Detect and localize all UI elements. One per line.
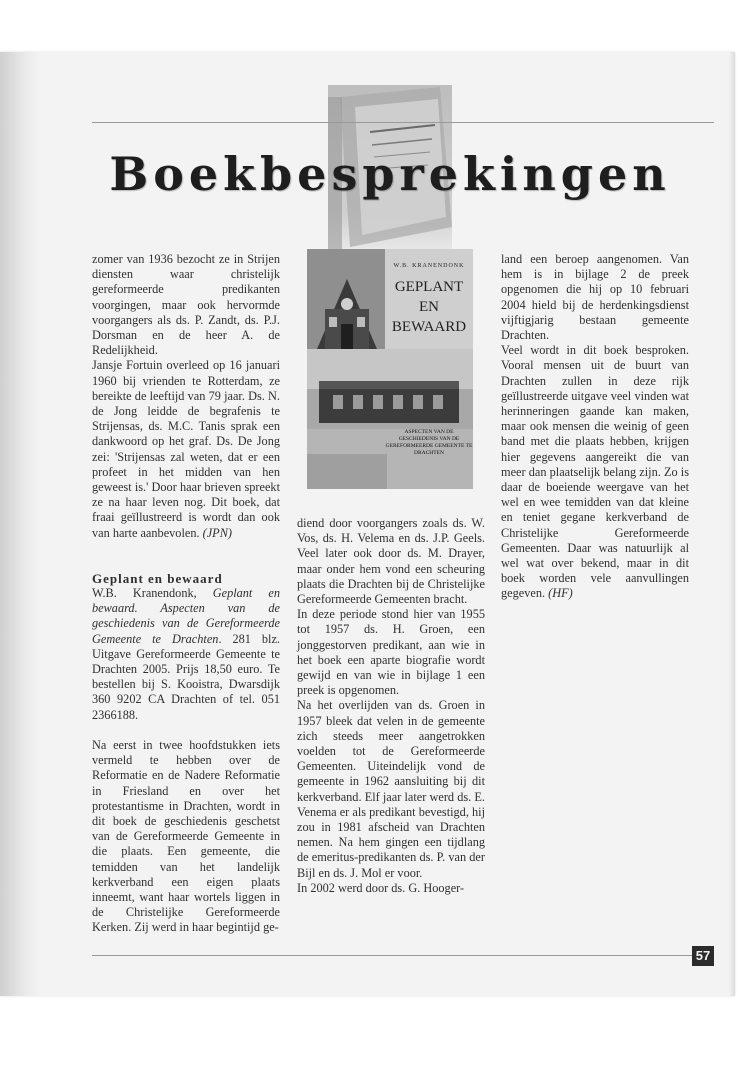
book-reference <box>92 586 280 723</box>
paragraph <box>501 343 689 601</box>
paragraph: In deze periode stond hier van 1955 tot 1957 ds. H. Groen, een jonggestorven predikant, aan wie in het boek een aparte biografie wordt gewijd en van wie in bijlage 1 een preek is opgenomen. <box>297 607 485 698</box>
column-3 <box>501 252 689 602</box>
cover-title-box <box>385 249 473 349</box>
bottom-rule <box>92 955 692 956</box>
column-1 <box>92 252 280 936</box>
cover-title: GEPLANT EN BEWAARD <box>391 279 467 335</box>
ref-author: W.B. Kranendonk, <box>92 586 213 601</box>
signature: (HF) <box>548 586 573 601</box>
paragraph: Na eerst in twee hoofdstukken iets vermeld te hebben over de Reformatie en de Nadere Reformatie in Friesland en over het protestantisme in Drachten, wordt in dit boek de geschiedenis geschetst van de Gereformeerde Gemeente in die plaats. Een gemeente, die temidden van het landelijk kerkverband een eigen plaats inneemt, want haar wortels liggen in de Christelijke Gereformeerde Kerken. Zij werd in haar begintijd ge- <box>92 737 280 935</box>
cover-subtitle: ASPECTEN VAN DE GESCHIEDENIS VAN DE GEREFORMEERDE GEMEENTE TE DRACHTEN <box>385 429 473 456</box>
signature: (JPN) <box>202 525 232 540</box>
paragraph: land een beroep aangenomen. Van hem is in bijlage 2 de preek opgenomen die hij op 10 februari 2004 hield bij de herdenkingsdienst vijftigjarig bestaan gemeente Drachten. <box>501 252 689 343</box>
top-rule <box>92 122 714 123</box>
ref-title: Geplant en bewaard. Aspecten van de geschiedenis van de Gereformeerde Gemeente te Drachten <box>92 586 280 646</box>
spine-shadow <box>0 52 40 996</box>
paragraph-text: Jansje Fortuin overleed op 16 januari 1960 bij vrienden te Rotterdam, ze bereikte de leeftijd van 79 jaar. Ds. N. de Jong leidde de begrafenis te Strijensas, ds. M.C. Tanis sprak een dankwoord op het graf. Ds. De Jong zei: 'Strijensas zal weten, dat er een profeet in het midden van hen geweest is.' Door haar brieven spreekt ze na haar leven nog. Dit boek, dat fraai geïllustreerd is wordt dan ook van harte aanbevolen. <box>92 358 280 540</box>
paragraph: diend door voorgangers zoals ds. W. Vos, ds. H. Velema en ds. J.P. Geels. Veel later ook door ds. M. Drayer, maar onder hem vond een scheuring plaats die Drachten bij de Christelijke Gereformeerde Gemeenten bracht. <box>297 516 485 607</box>
cover-author: W.B. KRANENDONK <box>393 263 465 269</box>
paragraph: Na het overlijden van ds. Groen in 1957 bleek dat velen in de gemeente zich steeds meer aangetrokken voelden tot de Gereformeerde Gemeenten. Uiteindelijk vond de gemeente in 1962 aansluiting bij dit kerkverband. Elf jaar later werd ds. E. Venema er als predikant bevestigd, hij zou in 1981 afscheid van Drachten nemen. Na hem gingen een tijdlang de emeritus-predikanten ds. P. van der Bijl en ds. J. Mol er voor. <box>297 698 485 880</box>
paragraph-text: Veel wordt in dit boek besproken. Vooral mensen uit de buurt van Drachten zullen in deze rijk geïllustreerde uitgave veel vinden wat herinneringen gaande kan maken, maar ook mensen die weinig of geen band met die plaats hebben, krijgen hier gegevens aangereikt die van meer dan plaatselijk belang zijn. Zo is daar de boeiende weergave van het wel en wee temidden van dat kleine en teniet gegane kerkverband de Christelijke Gereformeerde Gemeenten. Daar was natuurlijk al wel wat over bekend, maar in dit boek worden vele aanvullingen gegeven. <box>501 343 689 601</box>
paragraph: In 2002 werd door ds. G. Hooger- <box>297 880 465 895</box>
review-heading: Geplant en bewaard <box>92 570 223 586</box>
book-cover <box>307 249 473 489</box>
page-title: Boekbesprekingen <box>109 147 671 201</box>
magazine-page <box>0 52 735 996</box>
page-edge <box>729 52 735 996</box>
page-number: 57 <box>692 946 714 966</box>
paragraph: zomer van 1936 bezocht ze in Strijen diensten waar christelijk gereformeerde predikanten voorgingen, maar ook hervormde voorgangers als ds. P. Zandt, ds. P.J. Dorsman en de heer A. de Redelijkheid. <box>92 252 280 358</box>
column-2 <box>297 516 485 896</box>
paragraph <box>92 358 280 540</box>
ref-details: . 281 blz. Uitgave Gereformeerde Gemeente te Drachten 2005. Prijs 18,50 euro. Te bestellen bij S. Kooistra, Dwarsdijk 360 9202 CA Drachten of tel. 051 2366188. <box>92 631 281 722</box>
